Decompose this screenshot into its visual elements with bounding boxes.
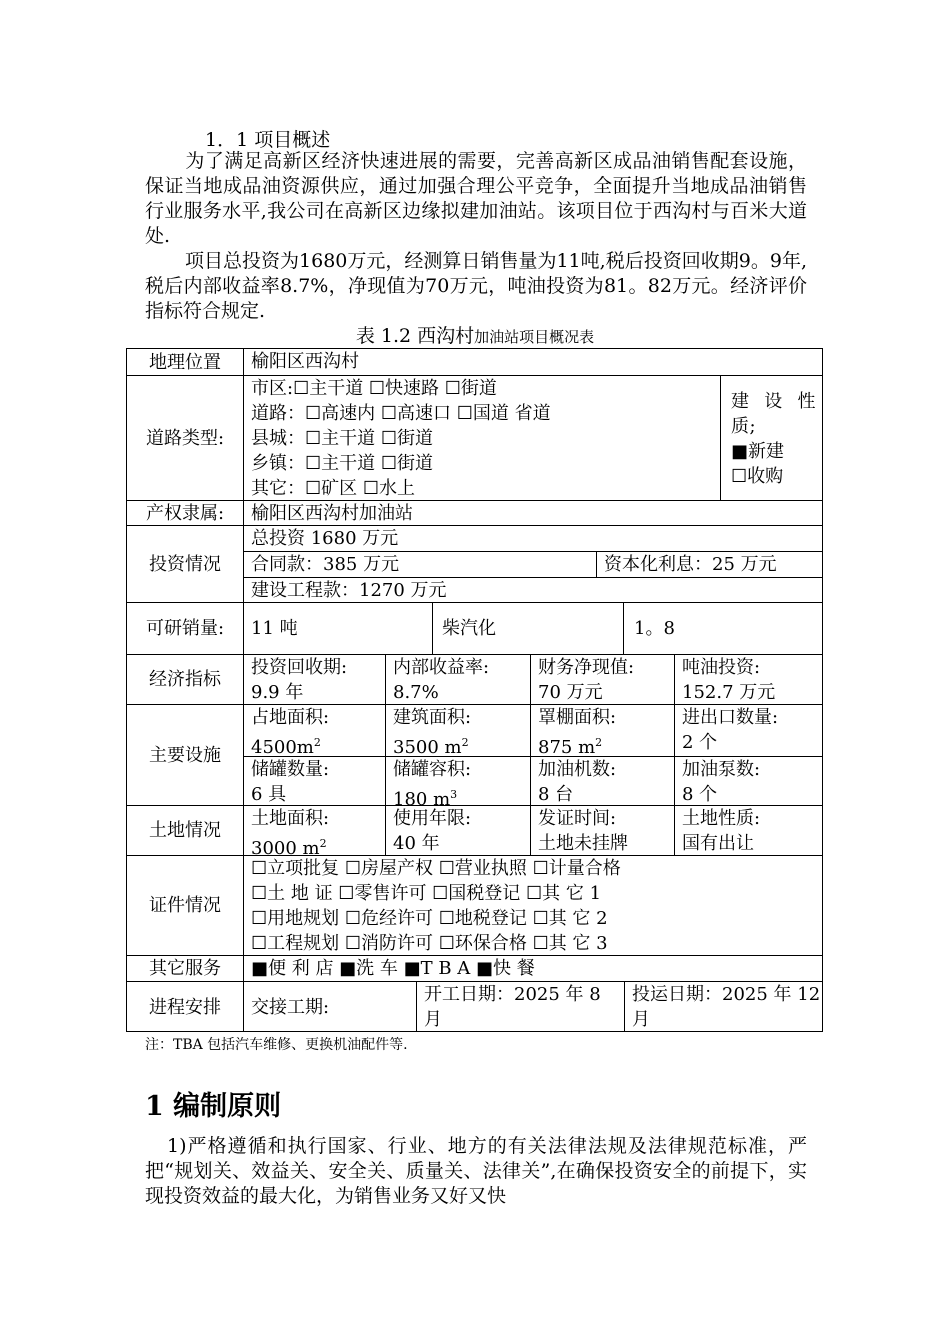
table-caption: 表 1.2 西沟村加油站项目概况表 (355, 325, 595, 347)
road-line: 乡镇：☐主干道 ☐街道 (251, 453, 433, 474)
principles-heading: 1 编制原则 (145, 1091, 282, 1122)
table-row-economics (127, 654, 822, 704)
ownership-value: 榆阳区西沟村加油站 (243, 501, 822, 525)
economics-label: 经济指标 (149, 669, 221, 690)
investment-construction-row (243, 577, 822, 603)
facilities-row-2 (243, 756, 822, 806)
nature-option-new: ■新建 (731, 441, 785, 462)
diesel-gas-ratio-value: 1。8 (623, 603, 822, 654)
econ-per-ton: 吨油投资: 152.7 万元 (674, 655, 822, 704)
principles-paragraph: 1)严格遵循和执行国家、行业、地方的有关法律法规及法律规范标准，严把“规划关、效益关、安全关、质量关、法律关”,在确保投资安全的前提下，实现投资效益的最大化，为销售业务又好又快 (145, 1135, 807, 1207)
other-services-value: ■便 利 店 ■洗 车 ■T B A ■快 餐 (243, 956, 822, 981)
certificates-options (243, 856, 822, 955)
investment-contract-row (243, 551, 822, 577)
table-row-schedule (127, 981, 822, 1032)
cert-line: ☐土 地 证 ☐零售许可 ☐国税登记 ☐其 它 1 (251, 883, 602, 904)
facilities-row-1 (243, 705, 822, 756)
nature-option-acquire: ☐收购 (731, 466, 784, 487)
road-type-label: 道路类型: (145, 427, 225, 449)
land-nature: 土地性质: 国有出让 (674, 806, 822, 855)
econ-irr: 内部收益率: 8.7% (385, 655, 530, 704)
facility-tank-count: 储罐数量: 6 具 (243, 757, 385, 806)
facility-dispensers: 加油机数: 8 台 (530, 757, 674, 806)
road-type-options (243, 376, 720, 500)
construction-cost: 建设工程款：1270 万元 (251, 580, 447, 601)
table-row-location (127, 349, 822, 375)
facility-entrances: 进出口数量: 2 个 (674, 705, 822, 756)
cert-line: ☐立项批复 ☐房屋产权 ☐营业执照 ☐计量合格 (251, 858, 621, 879)
schedule-label: 进程安排 (149, 996, 221, 1018)
sales-value: 11 吨 (243, 603, 432, 654)
start-date: 开工日期：2025 年 8 月 (416, 982, 624, 1032)
overview-paragraph-2: 项目总投资为1680万元，经测算日销售量为11吨,税后投资回收期9。9年,税后内部收益率8.7%，净现值为70万元，吨油投资为81。82万元。经济评价指标符合规定. (145, 250, 807, 322)
project-overview-table (126, 348, 823, 1032)
table-row-sales (127, 602, 822, 654)
table-row-facilities (127, 704, 822, 805)
handover-period: 交接工期: (243, 982, 416, 1032)
total-investment: 总投资 1680 万元 (251, 528, 399, 549)
capitalized-interest: 资本化利息：25 万元 (596, 552, 822, 577)
econ-payback: 投资回收期: 9.9 年 (243, 655, 385, 704)
investment-total-row (243, 526, 822, 551)
facility-tank-volume: 储罐容积: 180 $m^3$ (385, 757, 530, 806)
land-term: 使用年限: 40 年 (385, 806, 530, 855)
certificates-label: 证件情况 (149, 895, 221, 916)
facility-canopy-area: 罩棚面积: 875 $m^2$ (530, 705, 674, 756)
construction-nature (720, 376, 822, 500)
table-row-road-type (127, 375, 822, 500)
location-value: 榆阳区西沟村 (243, 349, 822, 375)
econ-npv: 财务净现值: 70 万元 (530, 655, 674, 704)
road-line: 其它：☐矿区 ☐水上 (251, 478, 415, 499)
land-label: 土地情况 (149, 820, 221, 841)
cert-line: ☐工程规划 ☐消防许可 ☐环保合格 ☐其 它 3 (251, 933, 608, 954)
investment-label: 投资情况 (149, 553, 221, 575)
table-row-land (127, 805, 822, 855)
overview-paragraph-1: 为了满足高新区经济快速进展的需要，完善高新区成品油销售配套设施，保证当地成品油资源供应，通过加强合理公平竞争，全面提升当地成品油销售行业服务水平,我公司在高新区边缘拟建加油站。该项目位于西沟村与百米大道处. (145, 150, 807, 247)
sales-label: 可研销量: (145, 618, 225, 639)
diesel-gas-ratio-label: 柴汽化 (432, 603, 623, 654)
facility-pumps: 加油泵数: 8 个 (674, 757, 822, 806)
operation-date: 投运日期：2025 年 12 月 (624, 982, 822, 1032)
facility-land-area: 占地面积: $4500m^2$ (243, 705, 385, 756)
land-cert-time: 发证时间: 土地未挂牌 (530, 806, 674, 855)
facility-building-area: 建筑面积: 3500 $m^2$ (385, 705, 530, 756)
road-line: 县城：☐主干道 ☐街道 (251, 428, 433, 449)
location-label: 地理位置 (149, 351, 221, 373)
contract-amount: 合同款：385 万元 (251, 554, 400, 575)
table-row-other-services (127, 955, 822, 981)
other-services-label: 其它服务 (149, 958, 221, 979)
road-line: 市区:☐主干道 ☐快速路 ☐街道 (251, 378, 497, 399)
table-note: 注：TBA 包括汽车维修、更换机油配件等. (145, 1037, 408, 1053)
land-area: 土地面积: 3000 $m^2$ (243, 806, 385, 855)
cert-line: ☐用地规划 ☐危经许可 ☐地税登记 ☐其 它 2 (251, 908, 608, 929)
table-row-ownership (127, 500, 822, 525)
facilities-label: 主要设施 (149, 744, 221, 766)
ownership-label: 产权隶属: (145, 502, 225, 524)
table-row-certificates (127, 855, 822, 955)
road-line: 道路：☐高速内 ☐高速口 ☐国道 省道 (251, 403, 551, 424)
table-row-investment (127, 525, 822, 602)
construction-nature-label: 建 设 性质; (731, 391, 816, 437)
section-heading: 1．1 项目概述 (205, 129, 331, 151)
